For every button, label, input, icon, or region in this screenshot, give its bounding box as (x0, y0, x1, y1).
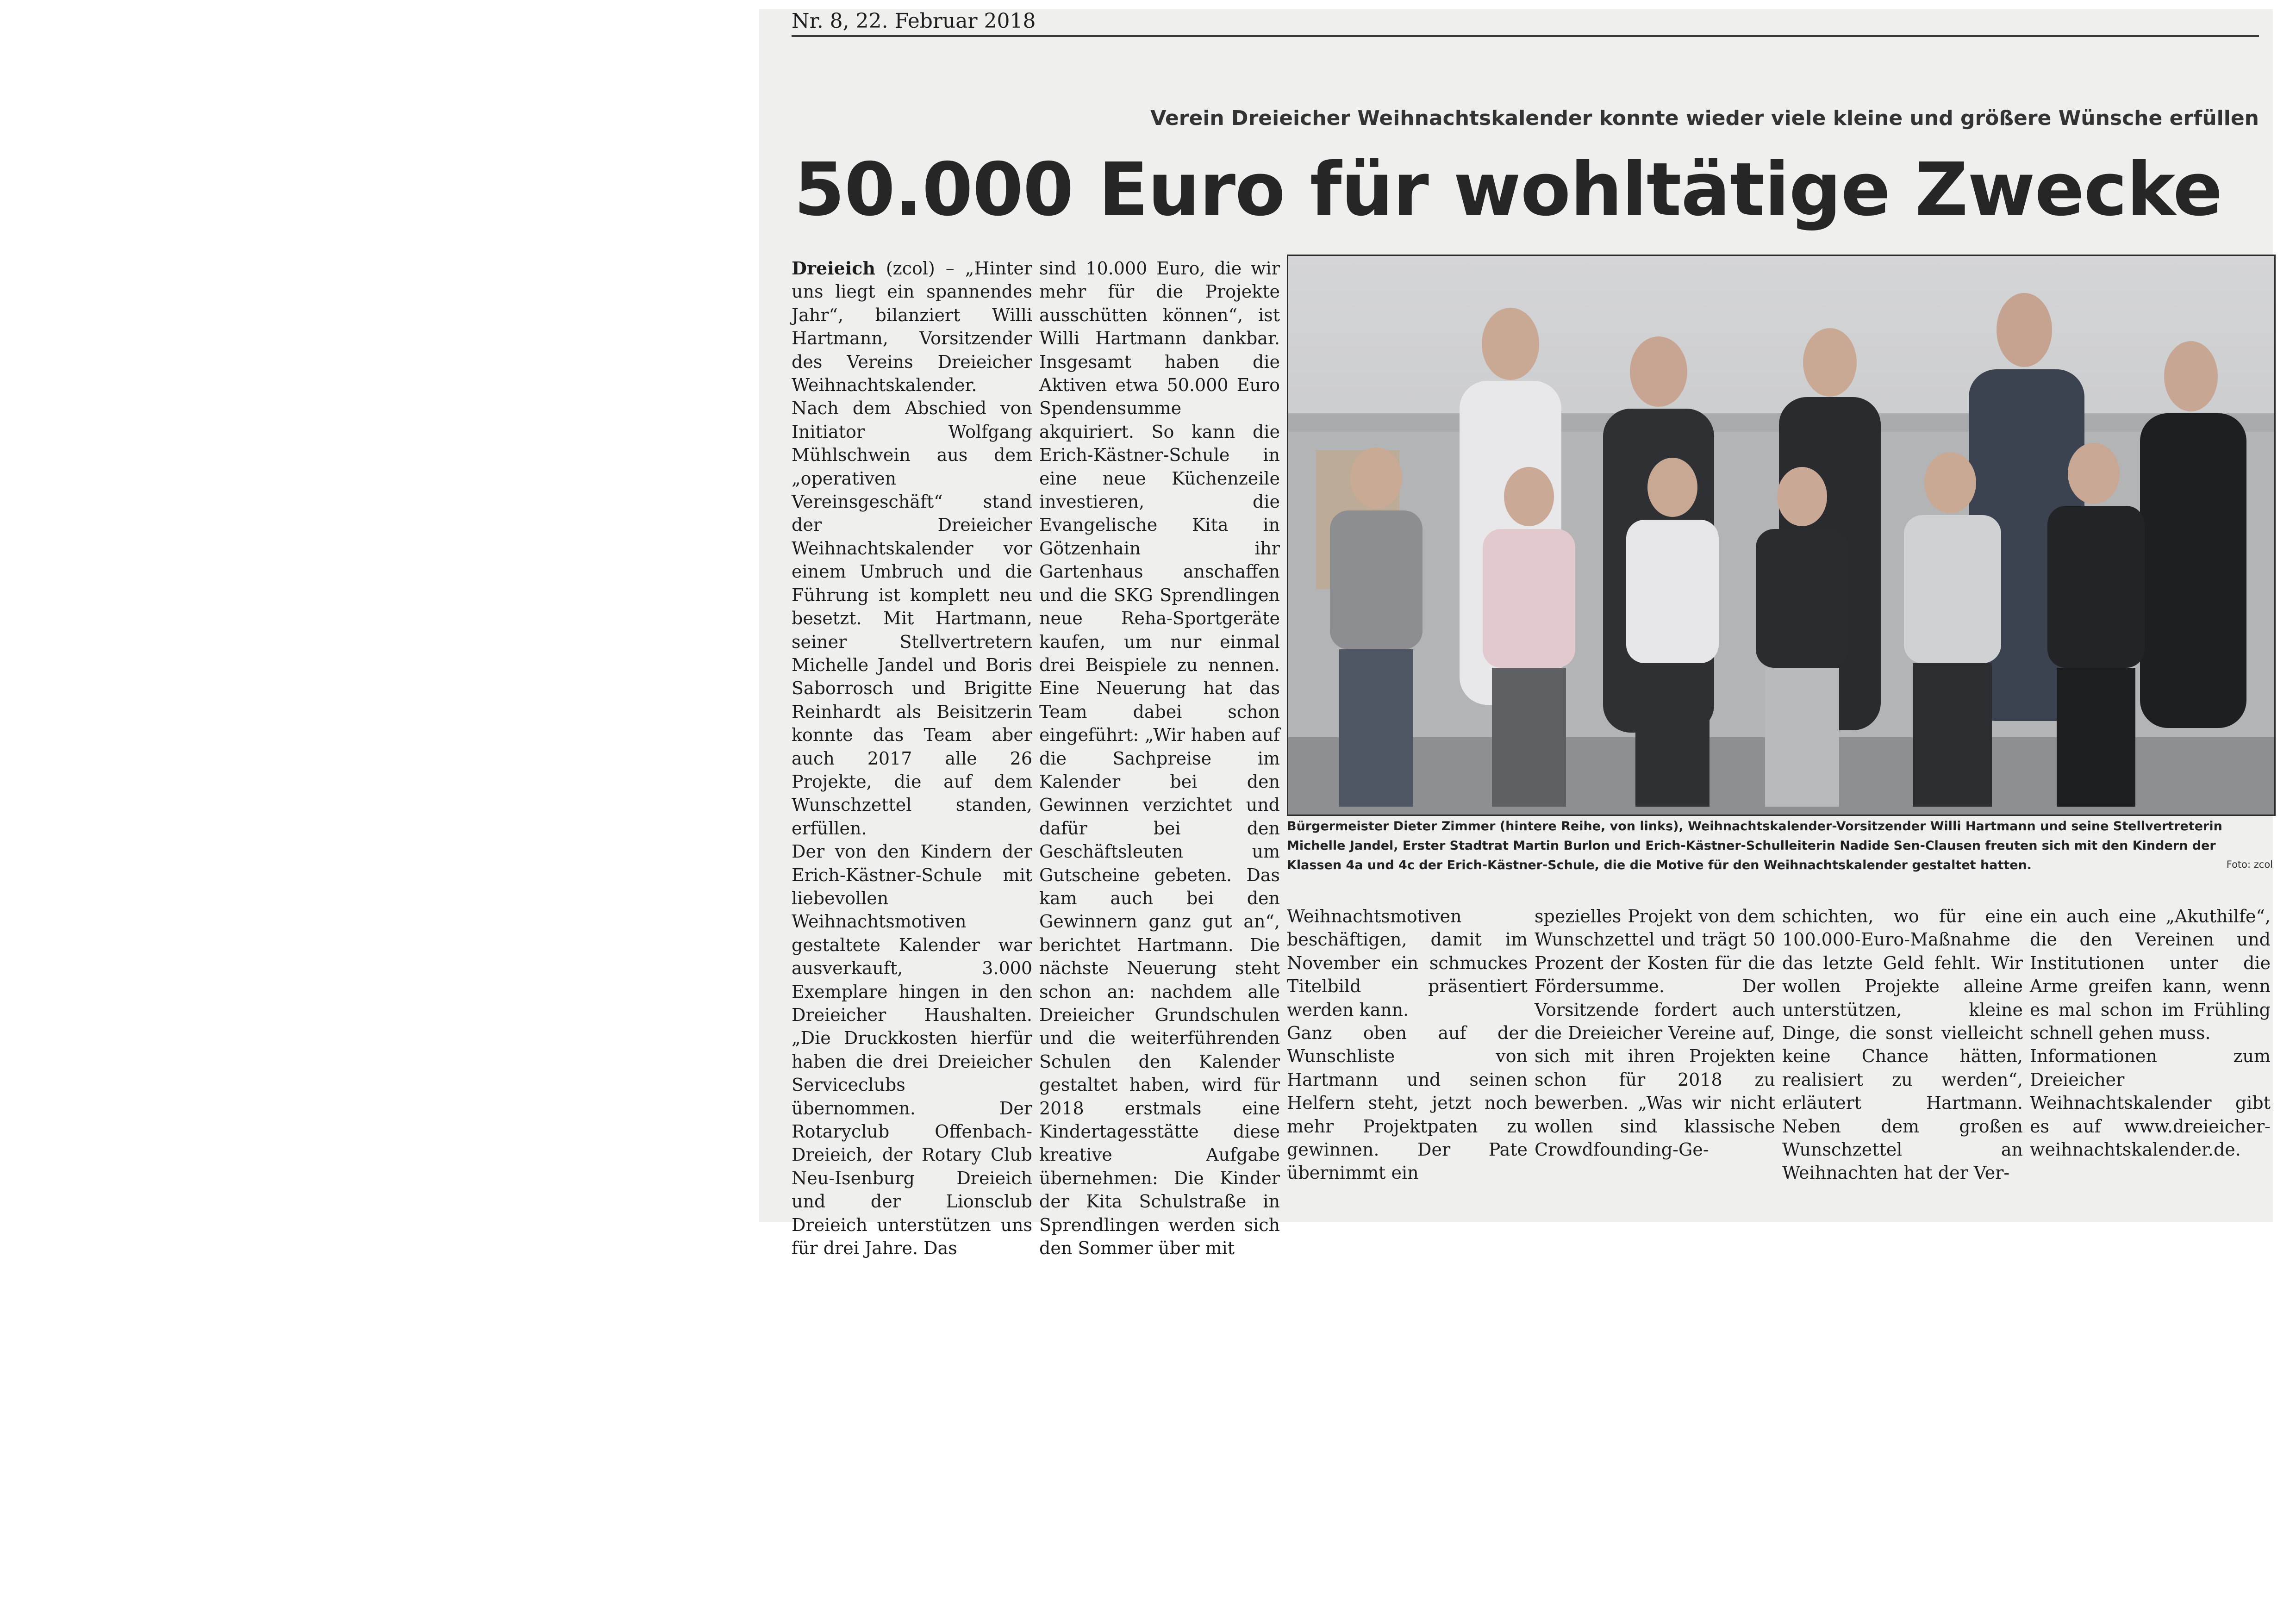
group-photo (1287, 255, 2276, 816)
group-photo-illustration (1288, 256, 2274, 815)
article-column-6 (2030, 905, 2271, 1161)
column-5-text: schichten, wo für eine 100.000-Euro-Maßnahme das letzte Geld fehlt. Wir wollen Projekte alleine unterstützen, kleine Dinge, die sonst vielleicht keine Chance hätten, realisiert zu werden“, erläutert Hartmann. Neben dem großen Wunschzettel an Weihnachten hat der Ver- (1782, 906, 2023, 1183)
photo-credit: Foto: zcol (2226, 859, 2273, 870)
newspaper-clipping (759, 9, 2273, 1259)
headline: 50.000 Euro für wohltätige Zwecke (794, 147, 2222, 232)
article-column-3 (1287, 905, 1528, 1185)
article-column-4 (1535, 905, 1775, 1161)
article-column-2 (1039, 257, 1280, 1260)
column-1-text: (zcol) – „Hinter uns liegt ein spannendes Jahr“, bilanziert Willi Hartmann, Vorsitzender des Vereins Dreieicher Weihnachtskalender. Nach dem Abschied von Initiator Wolfgang Mühlschwein aus dem „operativen Vereinsgeschäft“ stand der Dreieicher Weihnachtskalender vor einem Umbruch und die Führung ist komplett neu besetzt. Mit Hartmann, seiner Stellvertretern Michelle Jandel und Boris Saborrosch und Brigitte Reinhardt als Beisitzerin konnte das Team aber auch 2017 alle 26 Projekte, die auf dem Wunschzettel standen, erfüllen. Der von den Kindern der Erich-Kästner-Schule mit liebevollen Weihnachtsmotiven gestaltete Kalender war ausverkauft, 3.000 Exemplare hingen in den Dreieicher Haushalten. „Die Druckkosten hierfür haben die drei Dreieicher Serviceclubs übernommen. Der Rotaryclub Offenbach-Dreieich, der Rotary Club Neu-Isenburg Dreieich und der Lionsclub Dreieich unterstützen uns für drei Jahre. Das (792, 258, 1032, 1259)
column-6-text: ein auch eine „Akuthilfe“, die den Vereinen und Institutionen unter die Arme greifen kann, wenn es mal schon im Frühling schnell gehen muss. Informationen zum Dreieicher Weihnachtskalender gibt es auf www.dreieicher-weihnachtskalender.de. (2030, 906, 2271, 1160)
caption-text: Bürgermeister Dieter Zimmer (hintere Reihe, von links), Weihnachtskalender-Vorsitzender Willi Hartmann und seine Stellvertreterin Michelle Jandel, Erster Stadtrat Martin Burlon und Erich-Kästner-Schulleiterin Nadide Sen-Clausen freuten sich mit den Kindern der Klassen 4a und 4c der Erich-Kästner-Schule, die die Motive für den Weihnachtskalender gestaltet hatten. (1287, 819, 2222, 872)
issue-date: Nr. 8, 22. Februar 2018 (792, 9, 2259, 37)
dateline-place: Dreieich (792, 258, 875, 279)
column-4-text: spezielles Projekt von dem Wunschzettel und trägt 50 Prozent der Kosten für die Fördersumme. Der Vorsitzende fordert auch die Dreieicher Vereine auf, sich mit ihren Projekten schon für 2018 zu bewerben. „Was wir nicht wollen sind klassische Crowdfounding-Ge- (1535, 906, 1775, 1160)
article-column-1 (792, 257, 1032, 1260)
photo-caption (1287, 817, 2273, 875)
column-2-text: sind 10.000 Euro, die wir mehr für die Projekte ausschütten können“, ist Willi Hartmann dankbar. Insgesamt haben die Aktiven etwa 50.000 Euro Spendensumme akquiriert. So kann die Erich-Kästner-Schule in eine neue Küchenzeile investieren, die Evangelische Kita in Götzenhain ihr Gartenhaus anschaffen und die SKG Sprendlingen neue Reha-Sportgeräte kaufen, um nur einmal drei Beispiele zu nennen. Eine Neuerung hat das Team dabei schon eingeführt: „Wir haben auf die Sachpreise im Kalender bei den Gewinnen verzichtet und dafür bei den Geschäftsleuten um Gutscheine gebeten. Das kam auch bei den Gewinnern ganz gut an“, berichtet Hartmann. Die nächste Neuerung steht schon an: nachdem alle Dreieicher Grundschulen und die weiterführenden Schulen den Kalender gestaltet haben, wird für 2018 erstmals eine Kindertagesstätte diese kreative Aufgabe übernehmen: Die Kinder der Kita Schulstraße in Sprendlingen werden sich den Sommer über mit (1039, 258, 1280, 1259)
kicker-line: Verein Dreieicher Weihnachtskalender konnte wieder viele kleine und größere Wünsche erfüllen (1150, 106, 2259, 130)
article-column-5 (1782, 905, 2023, 1185)
column-3-text: Weihnachtsmotiven beschäftigen, damit im November ein schmuckes Titelbild präsentiert werden kann. Ganz oben auf der Wunschliste von Hartmann und seinen Helfern steht, jetzt noch mehr Projektpaten zu gewinnen. Der Pate übernimmt ein (1287, 906, 1528, 1183)
